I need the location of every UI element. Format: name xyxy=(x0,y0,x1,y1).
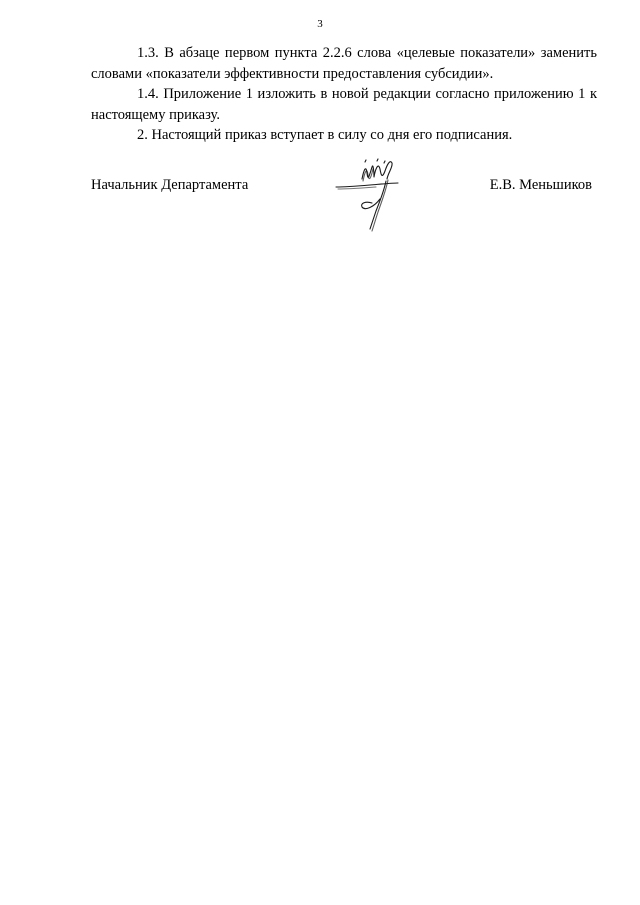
signature-icon xyxy=(332,157,414,235)
signatory-name: Е.В. Меньшиков xyxy=(489,177,592,193)
paragraph-1-3: 1.3. В абзаце первом пункта 2.2.6 слова «целевые показатели» заменить словами «показатели эффективности предоставления субсидии». xyxy=(91,45,597,82)
paragraph-2: 2. Настоящий приказ вступает в силу со дня его подписания. xyxy=(137,127,513,143)
document-body xyxy=(91,43,597,146)
signatory-position: Начальник Департамента xyxy=(91,177,249,193)
page-number: 3 xyxy=(317,18,323,30)
paragraph-1-4: 1.4. Приложение 1 изложить в новой редакции согласно приложению 1 к настоящему приказу. xyxy=(91,86,597,123)
